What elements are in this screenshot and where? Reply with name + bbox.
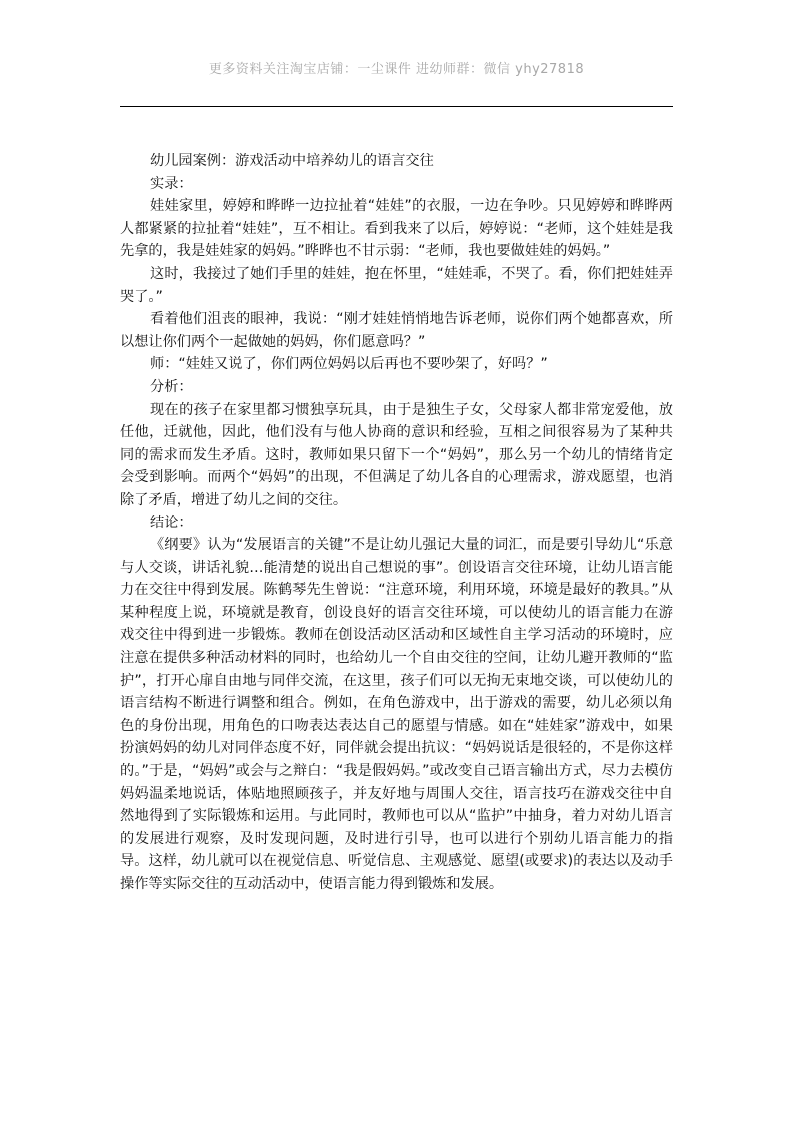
paragraph-conclusion: 《纲要》认为“发展语言的关键”不是让幼儿强记大量的词汇，而是要引导幼儿“乐意与人交谈，讲话礼貌…能清楚的说出自己想说的事”。创设语言交往环境，让幼儿语言能力在交往中得到发展。陈鹤琴先生曾说：“注意环境，利用环境，环境是最好的教具。”从某种程度上说，环境就是教育，创设良好的语言交往环境，可以使幼儿的语言能力在游戏交往中得到进一步锻炼。教师在创设活动区活动和区域性自主学习活动的环境时，应注意在提供多种活动材料的同时，也给幼儿一个自由交往的空间，让幼儿避开教师的“监护”，打开心扉自由地与同伴交流，在这里，孩子们可以无拘无束地交谈，可以使幼儿的语言结构不断进行调整和组合。例如，在角色游戏中，出于游戏的需要，幼儿必须以角色的身份出现，用角色的口吻表达表达自己的愿望与情感。如在“娃娃家”游戏中，如果扮演妈妈的幼儿对同伴态度不好，同伴就会提出抗议：“妈妈说话是很轻的，不是你这样的。”于是，“妈妈”或会与之辩白：“我是假妈妈。”或改变自己语言输出方式，尽力去模仿妈妈温柔地说话，体贴地照顾孩子，并友好地与周围人交往，语言技巧在游戏交往中自然地得到了实际锻炼和运用。与此同时，教师也可以从“监护”中抽身，着力对幼儿语言的发展进行观察，及时发现问题，及时进行引导，也可以进行个别幼儿语言能力的指导。这样，幼儿就可以在视觉信息、听觉信息、主观感觉、愿望(或要求)的表达以及动手操作等实际交往的互动活动中，使语言能力得到锻炼和发展。 [120,537,673,892]
paragraph-record-4: 师：“娃娃又说了，你们两位妈妈以后再也不要吵架了，好吗？” [150,356,548,373]
header-divider [120,106,673,107]
section-label-record: 实录： [150,175,193,192]
paragraph-record-2: 这时，我接过了她们手里的娃娃，抱在怀里，“娃娃乖，不哭了。看，你们把娃娃弄哭了。” [120,265,673,305]
section-label-analysis: 分析： [150,378,193,395]
paragraph-record-3: 看着他们沮丧的眼神，我说：“刚才娃娃悄悄地告诉老师，说你们两个她都喜欢，所以想让你们两个一起做她的妈妈，你们愿意吗？” [120,311,673,350]
paragraph-analysis: 现在的孩子在家里都习惯独享玩具，由于是独生子女，父母家人都非常宠爱他，放任他，迁就他，因此，他们没有与他人协商的意识和经验，互相之间很容易为了某种共同的需求而发生矛盾。这时，教师如果只留下一个“妈妈”，那么另一个幼儿的情绪肯定会受到影响。而两个“妈妈”的出现，不但满足了幼儿各自的心理需求，游戏愿望，也消除了矛盾，增进了幼儿之间的交往。 [120,401,673,508]
paragraph-record-1: 娃娃家里，婷婷和晔晔一边拉扯着“娃娃”的衣服，一边在争吵。只见婷婷和晔晔两人都紧紧的拉扯着“娃娃”，互不相让。看到我来了以后，婷婷说：“老师，这个娃娃是我先拿的，我是娃娃家的妈妈。”晔晔也不甘示弱：“老师，我也要做娃娃的妈妈。” [120,198,673,260]
document-title: 幼儿园案例：游戏活动中培养幼儿的语言交往 [150,153,434,169]
document-body [120,150,673,896]
section-label-conclusion: 结论： [150,514,193,531]
header-watermark-text: 更多资料关注淘宝店铺：一尘课件 进幼师群：微信 yhy27818 [208,62,585,77]
